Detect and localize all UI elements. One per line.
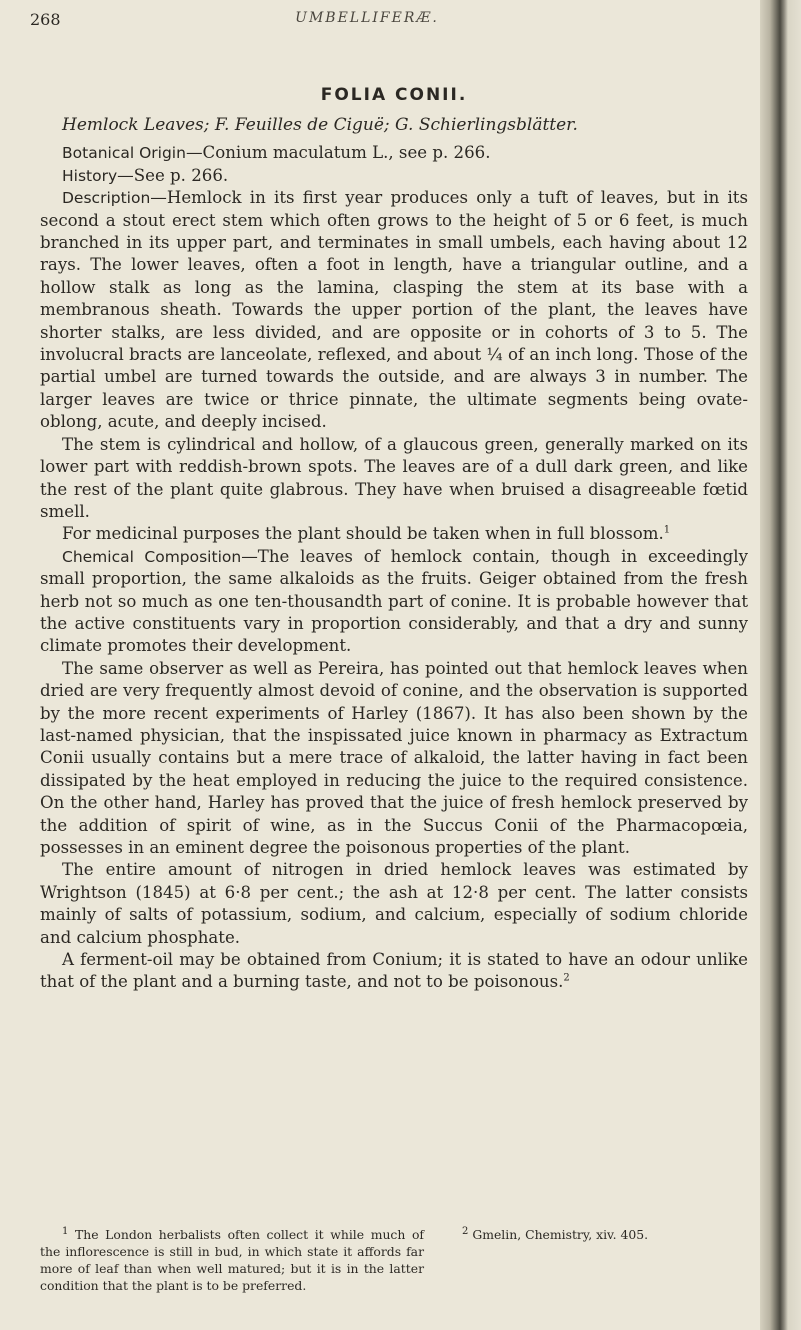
chemical-composition-label: Chemical Composition <box>62 547 242 566</box>
botanical-origin-text: —Conium maculatum L., see p. 266. <box>185 143 491 163</box>
history-paragraph <box>40 165 748 187</box>
description-text-3: For medicinal purposes the plant should be taken when in full blossom. <box>62 524 664 544</box>
page-title: FOLIA CONII. <box>320 85 468 105</box>
description-paragraph-2: The stem is cylindrical and hollow, of a glaucous green, generally marked on its lower part with reddish-brown spots. The leaves are of a dull dark green, and like the rest of the plant quite glabrous. They have when bruised a disagreeable fœtid smell. <box>40 434 748 521</box>
footnote-1-mark: 1 <box>62 1225 69 1237</box>
history-text: —See p. 266. <box>117 165 229 185</box>
chemical-text-4: A ferment-oil may be obtained from Conium; it is stated to have an odour unlike that of the plant and a burning taste, and not to be poisonous. <box>40 950 748 992</box>
chemical-paragraph-3: The entire amount of nitrogen in dried hemlock leaves was estimated by Wrightson (1845) at 6·8 per cent.; the ash at 12·8 per cent. The latter consists mainly of salts of potassium, sodium, and calcium, especially of sodium chloride and calcium phosphate. <box>40 860 748 947</box>
description-paragraph-1 <box>40 187 748 433</box>
footnote-ref-2: 2 <box>563 972 570 984</box>
footnote-ref-1: 1 <box>663 524 671 536</box>
running-title: UMBELLIFERÆ. <box>295 10 439 26</box>
footnote-1 <box>40 1226 424 1294</box>
chemical-paragraph-2: The same observer as well as Pereira, has pointed out that hemlock leaves when dried are very frequently almost devoid of conine, and the observation is supported by the more recent experiments of Harley (1867). It has also been shown by the last-named physician, that the inspissated juice known in pharmacy as Extractum Conii usually contains but a mere trace of alkaloid, the latter having in fact been dissipated by the heat employed in reducing the juice to the required consistence. On the other hand, Harley has proved that the juice of fresh hemlock preserved by the addition of spirit of wine, as in the Succus Conii of the Pharmacopœia, possesses in an eminent degree the poisonous properties of the plant. <box>40 658 748 857</box>
footnote-1-text: The London herbalists often collect it while much of the inflorescence is still in bud, in which state it affords far more of leaf than when well matured; but it is in the latter condition that the plant is to be preferred. <box>40 1227 424 1293</box>
botanical-origin-paragraph <box>40 142 748 164</box>
description-paragraph-3 <box>40 523 748 545</box>
footnote-2-text: Gmelin, Chemistry, xiv. 405. <box>472 1227 649 1242</box>
running-head <box>0 10 760 34</box>
chemical-text-1: —The leaves of hemlock contain, though in exceedingly small proportion, the same alkaloids as the fruits. Geiger obtained from the fresh herb not so much as one ten-thousandth part of conine. It is probable however that the active constituents vary in proportion considerably, and that a dry and sunny climate promotes their development. <box>40 546 748 656</box>
article-body <box>40 84 748 994</box>
page-number: 268 <box>30 10 61 29</box>
description-text-1: —Hemlock in its first year produces only a tuft of leaves, but in its second a stout erect stem which often grows to the height of 5 or 6 feet, is much branched in its upper part, and terminates in small umbels, each having about 12 rays. The lower leaves, often a foot in length, have a triangular outline, and a hollow stalk as long as the lamina, clasping the stem at its base with a membranous sheath. Towards the upper portion of the plant, the leaves have shorter stalks, are less divided, and are opposite or in cohorts of 3 to 5. The involucral bracts are lanceolate, reflexed, and about ¼ of an inch long. Those of the partial umbel are turned towards the outside, and are always 3 in number. The larger leaves are twice or thrice pinnate, the ultimate segments being ovate-oblong, acute, and deeply incised. <box>40 188 748 432</box>
chemical-paragraph-4 <box>40 949 748 994</box>
botanical-origin-label: Botanical Origin <box>62 144 186 163</box>
footnote-2-mark: 2 <box>462 1225 469 1237</box>
book-spine-edge <box>760 0 801 1330</box>
synonyms-line: Hemlock Leaves; F. Feuilles de Ciguë; G. Schierlingsblätter. <box>62 115 578 135</box>
history-label: History <box>62 166 118 185</box>
footnote-2 <box>440 1226 748 1294</box>
chemical-paragraph-1 <box>40 546 748 658</box>
footnotes <box>40 1226 748 1294</box>
description-label: Description <box>62 189 151 208</box>
